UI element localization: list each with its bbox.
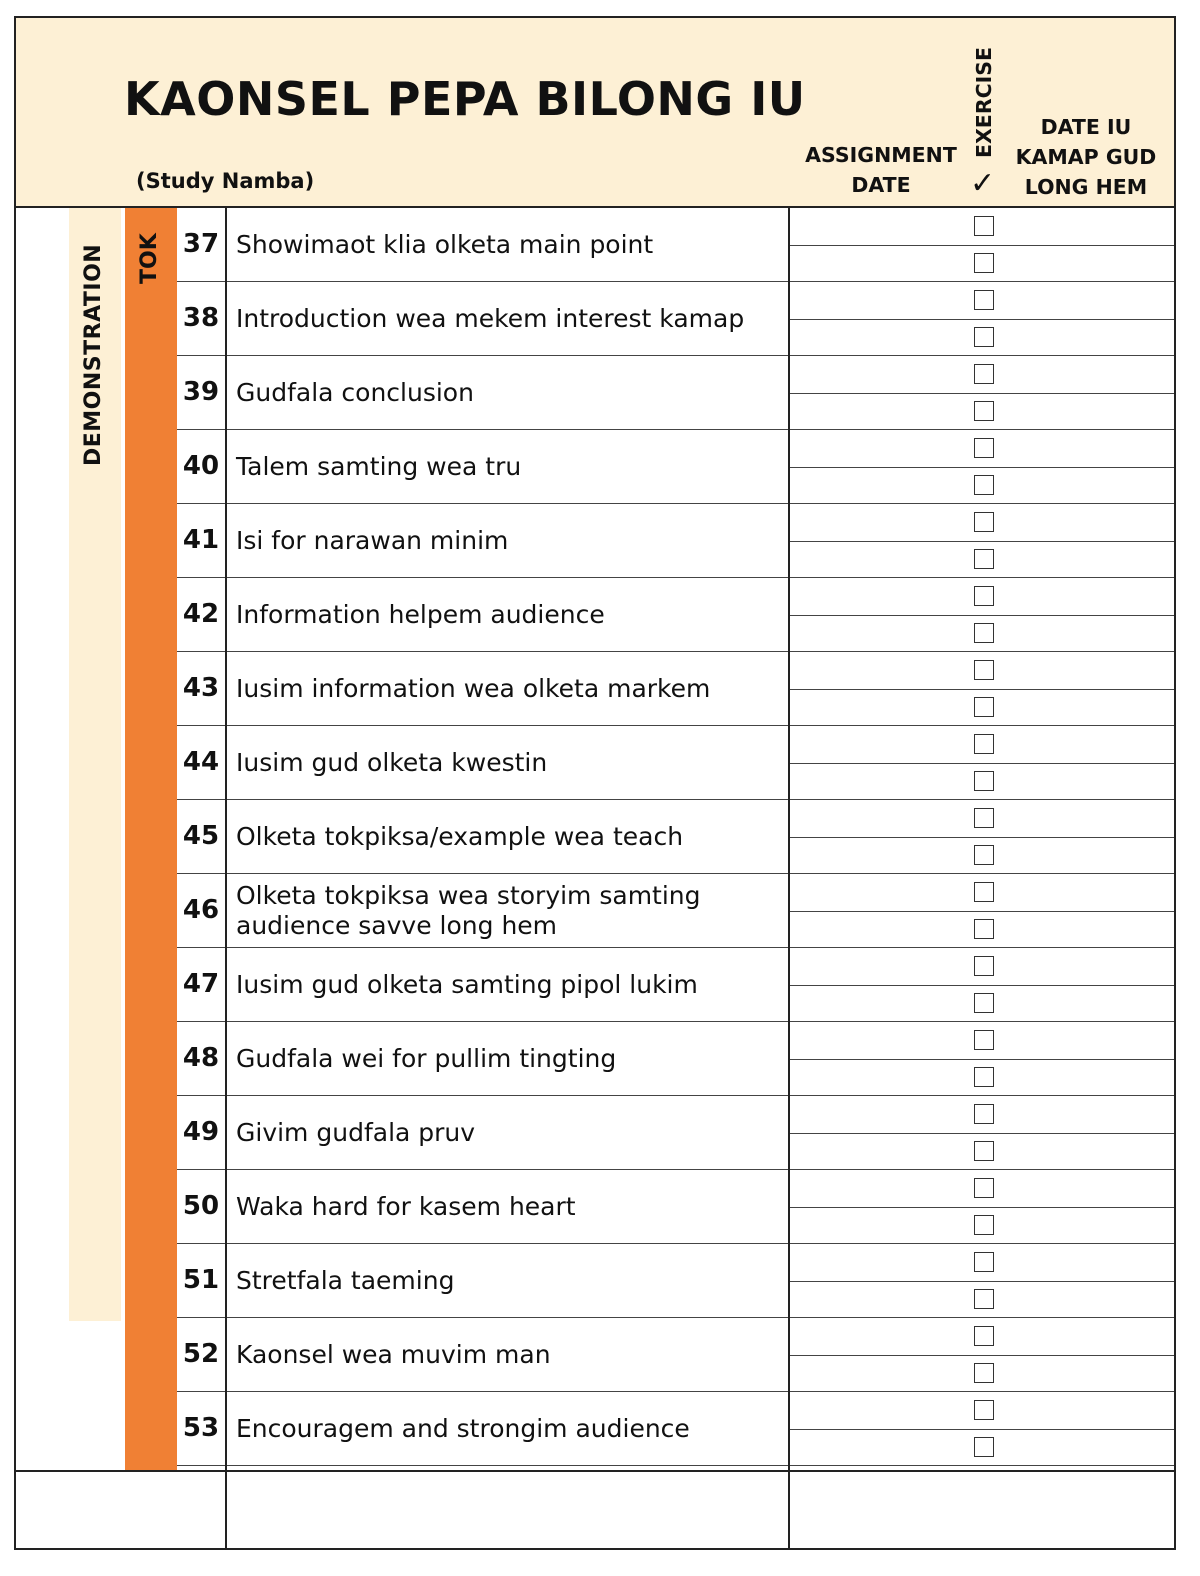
check-mark-icon: ✓ xyxy=(970,166,996,201)
column-divider xyxy=(788,208,790,1550)
exercise-checkbox[interactable] xyxy=(974,1326,994,1346)
study-title: Iusim information wea olketa markem xyxy=(236,674,711,703)
exercise-checkbox[interactable] xyxy=(974,919,994,939)
assignment-date-header-line: DATE xyxy=(851,173,911,197)
study-number: 53 xyxy=(182,1413,220,1443)
assignment-line xyxy=(790,245,1176,246)
study-number: 47 xyxy=(182,969,220,999)
study-title: Information helpem audience xyxy=(236,600,605,629)
assignment-line xyxy=(790,911,1176,912)
study-number: 39 xyxy=(182,377,220,407)
table-row xyxy=(16,652,1174,726)
table-row xyxy=(16,282,1174,356)
exercise-checkbox[interactable] xyxy=(974,401,994,421)
exercise-checkbox[interactable] xyxy=(974,364,994,384)
tok-band-label: TOK xyxy=(137,233,162,284)
exercise-checkbox[interactable] xyxy=(974,1215,994,1235)
study-number: 42 xyxy=(182,599,220,629)
exercise-checkbox[interactable] xyxy=(974,1363,994,1383)
exercise-checkbox[interactable] xyxy=(974,1289,994,1309)
study-title: Showimaot klia olketa main point xyxy=(236,230,654,259)
exercise-checkbox[interactable] xyxy=(974,1104,994,1124)
assignment-line xyxy=(790,393,1176,394)
assignment-line xyxy=(790,1355,1176,1356)
assignment-line xyxy=(790,1207,1176,1208)
study-number: 43 xyxy=(182,673,220,703)
study-number: 37 xyxy=(182,229,220,259)
study-title: Gudfala conclusion xyxy=(236,378,474,407)
date-done-header-line: DATE IU xyxy=(1040,115,1132,139)
assignment-date-header xyxy=(801,140,961,200)
study-number: 48 xyxy=(182,1043,220,1073)
assignment-line xyxy=(790,615,1176,616)
study-number: 44 xyxy=(182,747,220,777)
exercise-checkbox[interactable] xyxy=(974,697,994,717)
table-row xyxy=(16,1096,1174,1170)
study-title: Isi for narawan minim xyxy=(236,526,509,555)
table-row xyxy=(16,1022,1174,1096)
exercise-checkbox[interactable] xyxy=(974,475,994,495)
exercise-checkbox[interactable] xyxy=(974,290,994,310)
study-number: 41 xyxy=(182,525,220,555)
exercise-checkbox[interactable] xyxy=(974,882,994,902)
assignment-line xyxy=(790,541,1176,542)
exercise-checkbox[interactable] xyxy=(974,216,994,236)
assignment-line xyxy=(790,1281,1176,1282)
study-number: 50 xyxy=(182,1191,220,1221)
study-title: Waka hard for kasem heart xyxy=(236,1192,576,1221)
exercise-checkbox[interactable] xyxy=(974,956,994,976)
column-divider xyxy=(225,208,227,1550)
table-row xyxy=(16,1392,1174,1466)
table-row xyxy=(16,800,1174,874)
table-row xyxy=(16,1170,1174,1244)
assignment-line xyxy=(790,467,1176,468)
study-title: Kaonsel wea muvim man xyxy=(236,1340,551,1369)
exercise-checkbox[interactable] xyxy=(974,1178,994,1198)
study-title: Introduction wea mekem interest kamap xyxy=(236,304,745,333)
assignment-line xyxy=(790,985,1176,986)
study-title: Iusim gud olketa kwestin xyxy=(236,748,548,777)
study-title: Encouragem and strongim audience xyxy=(236,1414,690,1443)
exercise-checkbox[interactable] xyxy=(974,586,994,606)
study-number: 51 xyxy=(182,1265,220,1295)
table-row xyxy=(16,1318,1174,1392)
study-title: Givim gudfala pruv xyxy=(236,1118,476,1147)
table-row xyxy=(16,208,1174,282)
table-row xyxy=(16,578,1174,652)
table-row xyxy=(16,874,1174,948)
table-bottom-rule xyxy=(16,1470,1174,1472)
exercise-checkbox[interactable] xyxy=(974,549,994,569)
exercise-checkbox[interactable] xyxy=(974,734,994,754)
demonstration-band-label: DEMONSTRATION xyxy=(81,243,106,466)
assignment-line xyxy=(790,1133,1176,1134)
assignment-line xyxy=(790,689,1176,690)
exercise-checkbox[interactable] xyxy=(974,438,994,458)
exercise-checkbox[interactable] xyxy=(974,808,994,828)
exercise-checkbox[interactable] xyxy=(974,327,994,347)
exercise-checkbox[interactable] xyxy=(974,1141,994,1161)
assignment-line xyxy=(790,763,1176,764)
study-number: 45 xyxy=(182,821,220,851)
exercise-checkbox[interactable] xyxy=(974,1030,994,1050)
study-title: Gudfala wei for pullim tingting xyxy=(236,1044,617,1073)
study-title: Olketa tokpiksa/example wea teach xyxy=(236,822,684,851)
exercise-checkbox[interactable] xyxy=(974,512,994,532)
exercise-checkbox[interactable] xyxy=(974,845,994,865)
exercise-checkbox[interactable] xyxy=(974,771,994,791)
exercise-checkbox[interactable] xyxy=(974,1067,994,1087)
study-number: 52 xyxy=(182,1339,220,1369)
exercise-header-label: EXERCISE xyxy=(972,46,996,158)
table-row xyxy=(16,504,1174,578)
table-row xyxy=(16,726,1174,800)
row-divider xyxy=(177,1465,1176,1466)
study-title: Stretfala taeming xyxy=(236,1266,455,1295)
study-number: 40 xyxy=(182,451,220,481)
assignment-line xyxy=(790,319,1176,320)
study-number: 49 xyxy=(182,1117,220,1147)
counsel-form xyxy=(14,16,1176,1550)
exercise-checkbox[interactable] xyxy=(974,993,994,1013)
assignment-line xyxy=(790,1059,1176,1060)
form-header xyxy=(16,18,1174,208)
assignment-line xyxy=(790,837,1176,838)
date-done-header-line: LONG HEM xyxy=(1024,175,1148,199)
study-title: Iusim gud olketa samting pipol lukim xyxy=(236,970,698,999)
exercise-checkbox[interactable] xyxy=(974,253,994,273)
assignment-line xyxy=(790,1429,1176,1430)
date-done-header-line: KAMAP GUD xyxy=(1015,145,1157,169)
assignment-date-header-line: ASSIGNMENT xyxy=(805,143,957,167)
table-row xyxy=(16,948,1174,1022)
exercise-checkbox[interactable] xyxy=(974,1252,994,1272)
exercise-checkbox[interactable] xyxy=(974,623,994,643)
study-number-label: (Study Namba) xyxy=(136,169,315,193)
table-row xyxy=(16,430,1174,504)
exercise-checkbox[interactable] xyxy=(974,1400,994,1420)
study-title: Talem samting wea tru xyxy=(236,452,522,481)
date-done-header xyxy=(1011,112,1161,202)
study-number: 46 xyxy=(182,895,220,925)
table-row xyxy=(16,1244,1174,1318)
exercise-checkbox[interactable] xyxy=(974,1437,994,1457)
exercise-checkbox[interactable] xyxy=(974,660,994,680)
form-title: KAONSEL PEPA BILONG IU xyxy=(124,72,806,126)
study-number: 38 xyxy=(182,303,220,333)
table-row xyxy=(16,356,1174,430)
study-title: Olketa tokpiksa wea storyim samting audience savve long hem xyxy=(236,881,701,940)
